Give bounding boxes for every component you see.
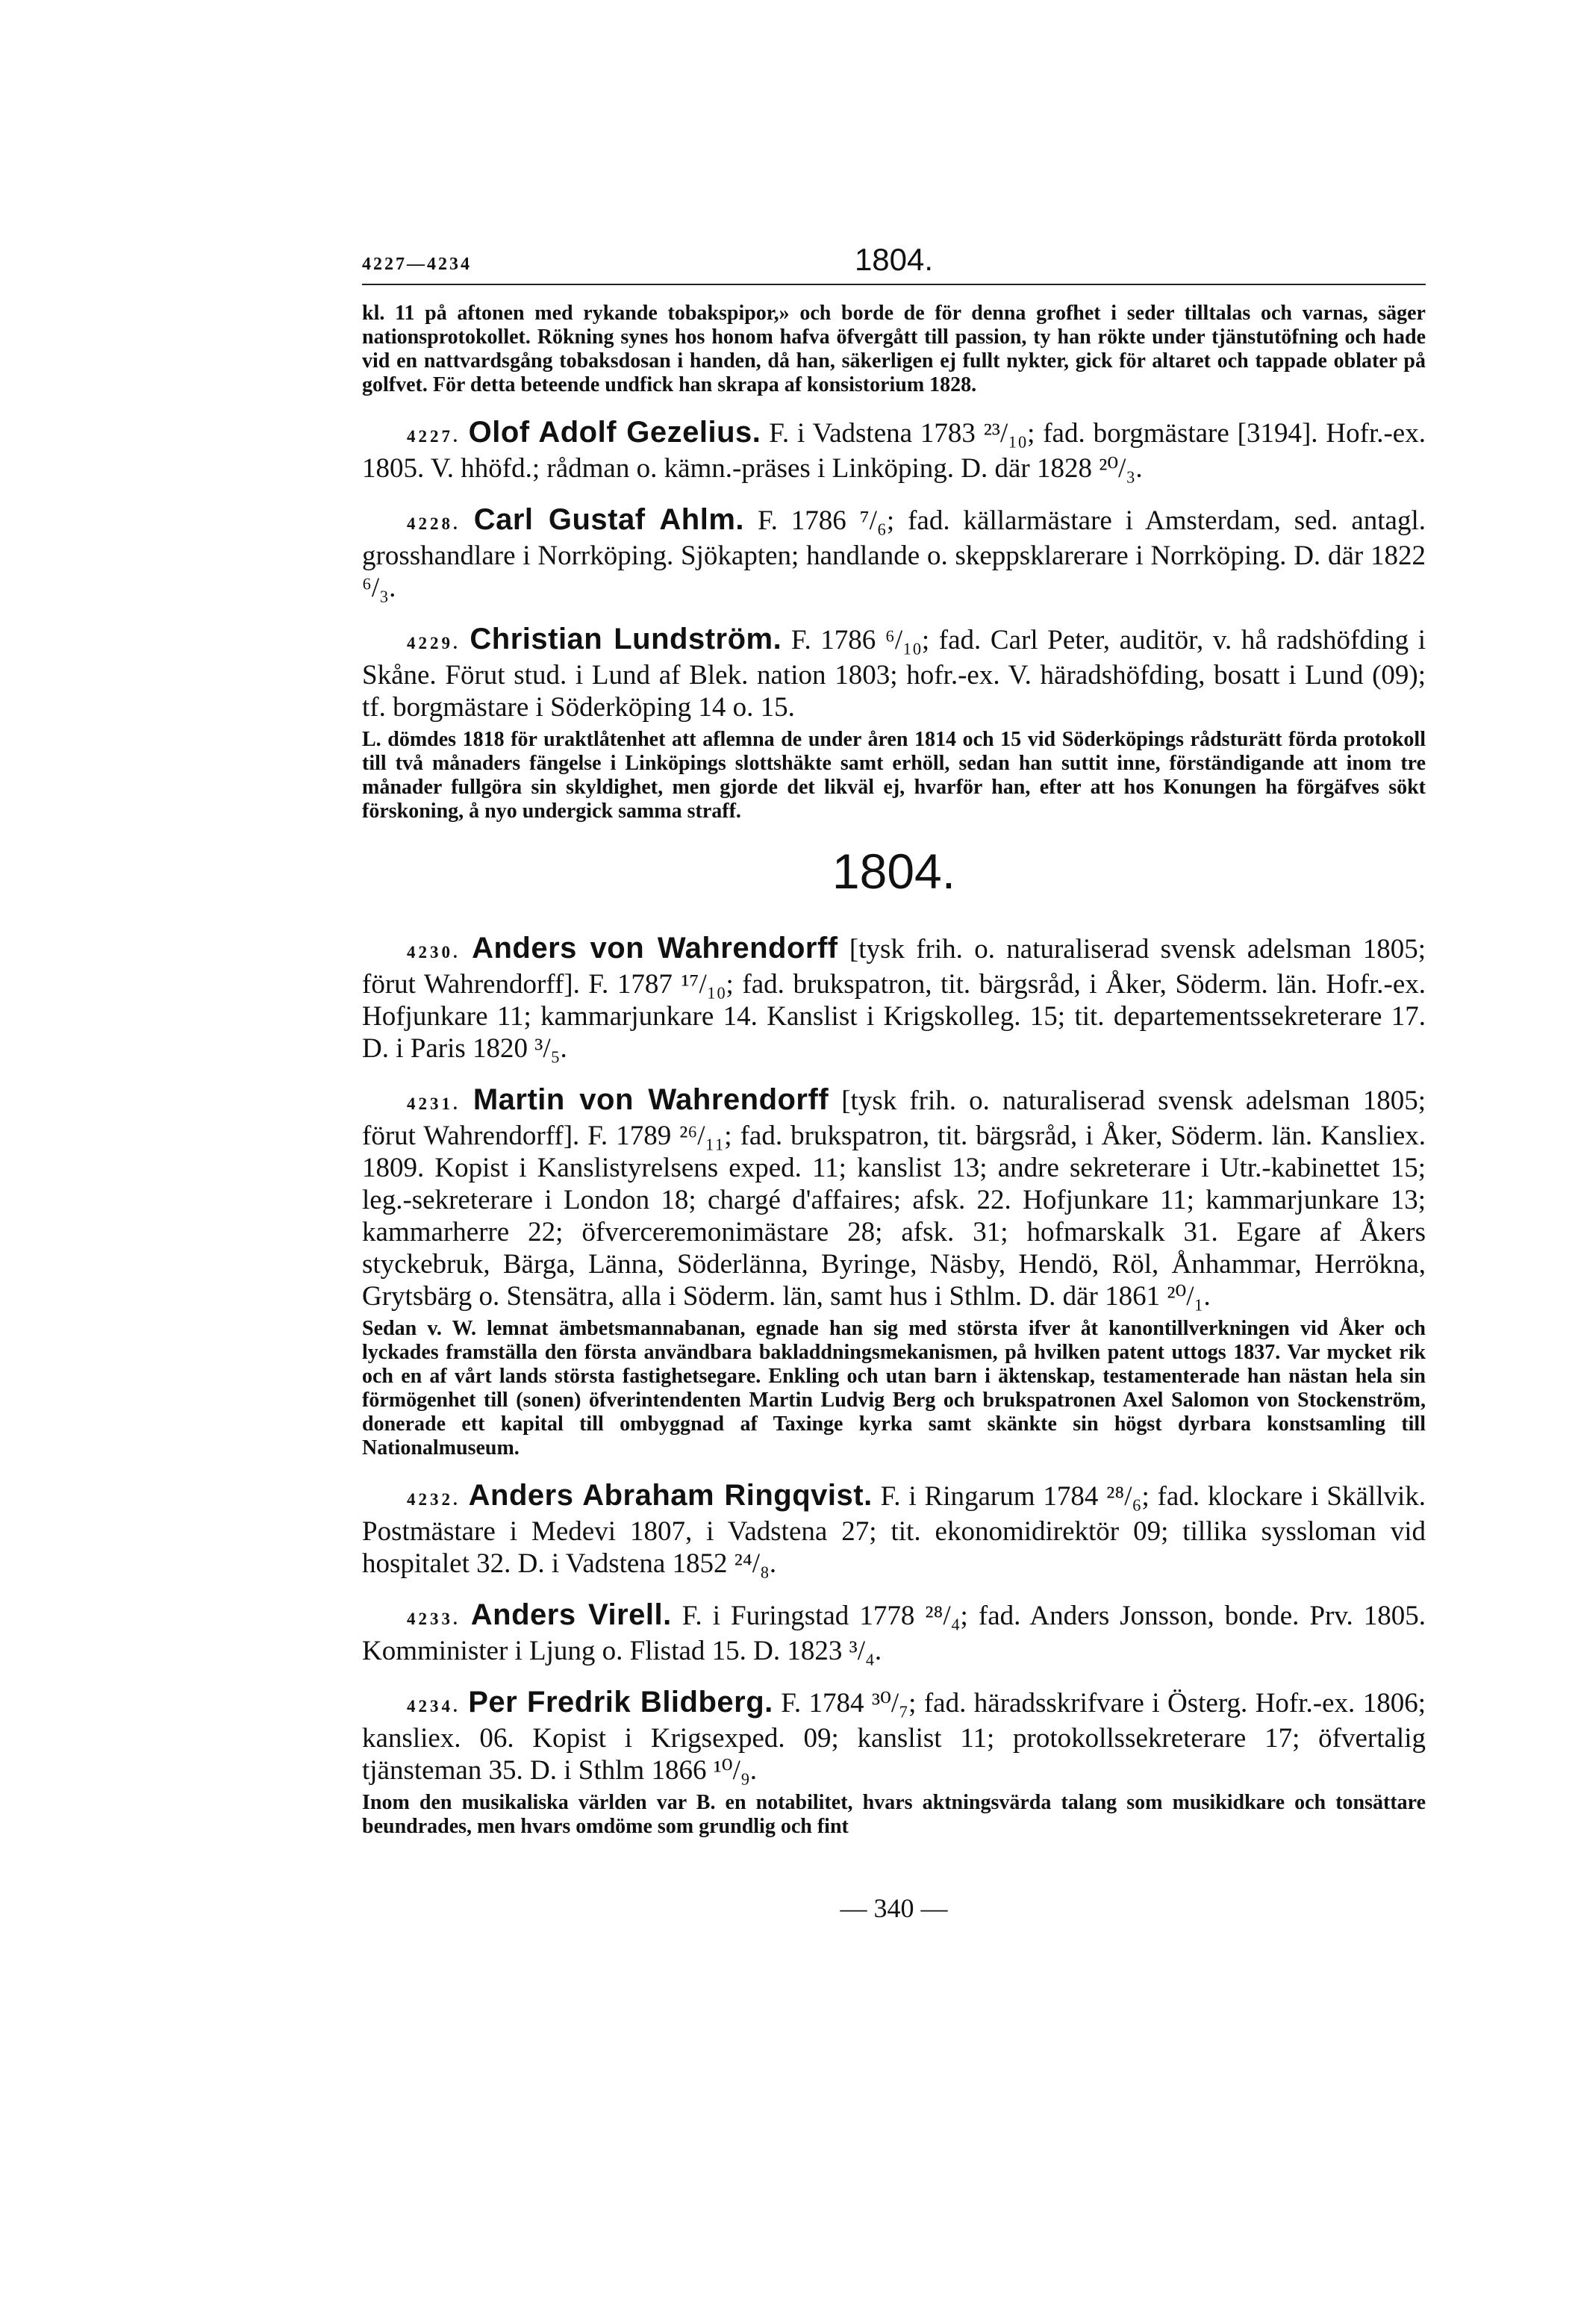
entry-number: 4227. bbox=[407, 427, 461, 446]
entry-name: Christian Lundström. bbox=[470, 623, 782, 655]
header-year: 1804. bbox=[854, 242, 934, 277]
entry-name: Per Fredrik Blidberg. bbox=[468, 1686, 773, 1719]
entry-text: F. 1786 ⁷/₆; fad. källarmästare i Amsterdam, sed. antagl. grosshandlare i Norrköping. Sjökapten; handlande o. skeppsklarerare i Norrköping. D. där 1822 ⁶/₃. bbox=[362, 505, 1426, 603]
entry-text: [tysk frih. o. naturaliserad svensk adelsman 1805; förut Wahrendorff]. F. 1789 ²⁶/₁₁; fad. brukspatron, tit. bärgsråd, i Åker, Söderm. län. Kansliex. 1809. Kopist i Kanslistyrelsens exped. 11; kanslist 13; andre sekreterare i Utr.-kabinettet 15; leg.-sekreterare i London 18; chargé d'affaires; afsk. 22. Hofjunkare 11; kammarjunkare 13; kammarherre 22; öfverceremonimästare 28; afsk. 31; hofmarskalk 31. Egare af Åkers styckebruk, Bärga, Länna, Söderlänna, Byringe, Näsby, Hendö, Röl, Ånhammar, Herrökna, Grytsbärg o. Stensätra, alla i Söderm. län, samt hus i Sthlm. D. där 1861 ²⁰/₁. bbox=[362, 1085, 1426, 1312]
entry-4230 bbox=[362, 932, 1426, 1065]
entry-4228 bbox=[362, 504, 1426, 604]
entry-number: 4234. bbox=[407, 1697, 461, 1716]
entry-text: F. 1784 ³⁰/₇; fad. häradsskrifvare i Österg. Hofr.-ex. 1806; kansliex. 06. Kopist i Krigsexped. 09; kanslist 11; protokollssekreterare 17; öfvertalig tjänsteman 35. D. i Sthlm 1866 ¹⁰/₉. bbox=[362, 1688, 1426, 1786]
entry-text: F. 1786 ⁶/₁₀; fad. Carl Peter, auditör, v. hå radshöfding i Skåne. Förut stud. i Lund af Blek. nation 1803; hofr.-ex. V. häradshöfding, bosatt i Lund (09); tf. borgmästare i Söderköping 14 o. 15. bbox=[362, 625, 1426, 723]
entry-text: F. i Furingstad 1778 ²⁸/₄; fad. Anders Jonsson, bonde. Prv. 1805. Komminister i Ljung o. Flistad 15. D. 1823 ³/₄. bbox=[362, 1601, 1426, 1666]
note-4234: Inom den musikaliska världen var B. en notabilitet, hvars aktningsvärda talang som musikidkare och tonsättare beundrades, men hvars omdöme som grundlig och fint bbox=[362, 1791, 1426, 1838]
entry-number: 4229. bbox=[407, 634, 461, 652]
entry-text: F. i Ringarum 1784 ²⁸/₆; fad. klockare i Skällvik. Postmästare i Medevi 1807, i Vadstena 27; tit. ekonomidirektör 09; tillika syssloman vid hospitalet 32. D. i Vadstena 1852 ²⁴/₈. bbox=[362, 1481, 1426, 1579]
entry-range: 4227—4234 bbox=[362, 255, 472, 274]
entry-number: 4228. bbox=[407, 514, 461, 533]
entry-name: Anders Abraham Ringqvist. bbox=[468, 1479, 873, 1512]
entry-number: 4232. bbox=[407, 1490, 461, 1509]
entry-4231 bbox=[362, 1084, 1426, 1312]
entry-4234 bbox=[362, 1686, 1426, 1786]
entry-name: Olof Adolf Gezelius. bbox=[468, 416, 761, 449]
page-number: — 340 — bbox=[840, 1893, 948, 1923]
entry-name: Anders von Wahrendorff bbox=[472, 932, 838, 965]
entry-name: Carl Gustaf Ahlm. bbox=[473, 503, 744, 536]
entry-name: Martin von Wahrendorff bbox=[472, 1083, 829, 1116]
text-column bbox=[362, 224, 1426, 1924]
running-header bbox=[362, 224, 1426, 285]
entry-4229 bbox=[362, 623, 1426, 723]
note-4231: Sedan v. W. lemnat ämbetsmannabanan, egnade han sig med största ifver åt kanontillverkningen vid Åker och lyckades framställa den första användbara bakladdningsmekanismen, på hvilken patent uttogs 1837. Var mycket rik och en af vårt lands största fastighetsegare. Enkling och utan barn i äktenskap, testamenterade han nästan hela sin förmögenhet till (sonen) öfverintendenten Martin Ludvig Berg och brukspatronen Axel Salomon von Stockenström, donerade ett kapital till ombyggnad af Taxinge kyrka samt skänkte sin högst dyrbara konstsamling till Nationalmuseum. bbox=[362, 1317, 1426, 1459]
entry-text: [tysk frih. o. naturaliserad svensk adelsman 1805; förut Wahrendorff]. F. 1787 ¹⁷/₁₀; fad. brukspatron, tit. bärgsråd, i Åker, Söderm. län. Hofr.-ex. Hofjunkare 11; kammarjunkare 14. Kanslist i Krigskolleg. 15; tit. departementssekreterare 17. D. i Paris 1820 ³/₅. bbox=[362, 934, 1426, 1064]
entry-4233 bbox=[362, 1599, 1426, 1667]
entry-4232 bbox=[362, 1480, 1426, 1580]
entry-name: Anders Virell. bbox=[470, 1598, 672, 1631]
year-heading: 1804. bbox=[832, 844, 956, 899]
entry-number: 4233. bbox=[407, 1610, 461, 1628]
entry-number: 4231. bbox=[407, 1094, 461, 1113]
continuation-note: kl. 11 på aftonen med rykande tobakspipor,» och borde de för denna grofhet i seder tilltalas och varnas, säger nationsprotokollet. Rökning synes hos honom hafva öfvergått till passion, ty han rökte under tjänstutöfning och hade vid en nattvardsgång tobaksdosan i handen, då han, säkerligen ej fullt nykter, gick för altaret och tappade oblater på golfvet. För detta beteende undfick han skrapa af konsistorium 1828. bbox=[362, 302, 1426, 396]
entry-text: F. i Vadstena 1783 ²³/₁₀; fad. borgmästare [3194]. Hofr.-ex. 1805. V. hhöfd.; rådman o. kämn.-präses i Linköping. D. där 1828 ²⁰/₃. bbox=[362, 418, 1426, 484]
entry-4227 bbox=[362, 417, 1426, 485]
note-4229: L. dömdes 1818 för uraktlåtenhet att aflemna de under åren 1814 och 15 vid Söderköpings rådsturätt förda protokoll till två månaders fängelse i Linköpings slottshäkte samt erhöll, sedan han suttit inne, förständigande att inom tre månader fullgöra sin skyldighet, men gjorde det likväl ej, hvarför han, efter att hos Konungen ha förgäfves sökt förskoning, å nyo undergick samma straff. bbox=[362, 728, 1426, 823]
entry-number: 4230. bbox=[407, 943, 461, 962]
